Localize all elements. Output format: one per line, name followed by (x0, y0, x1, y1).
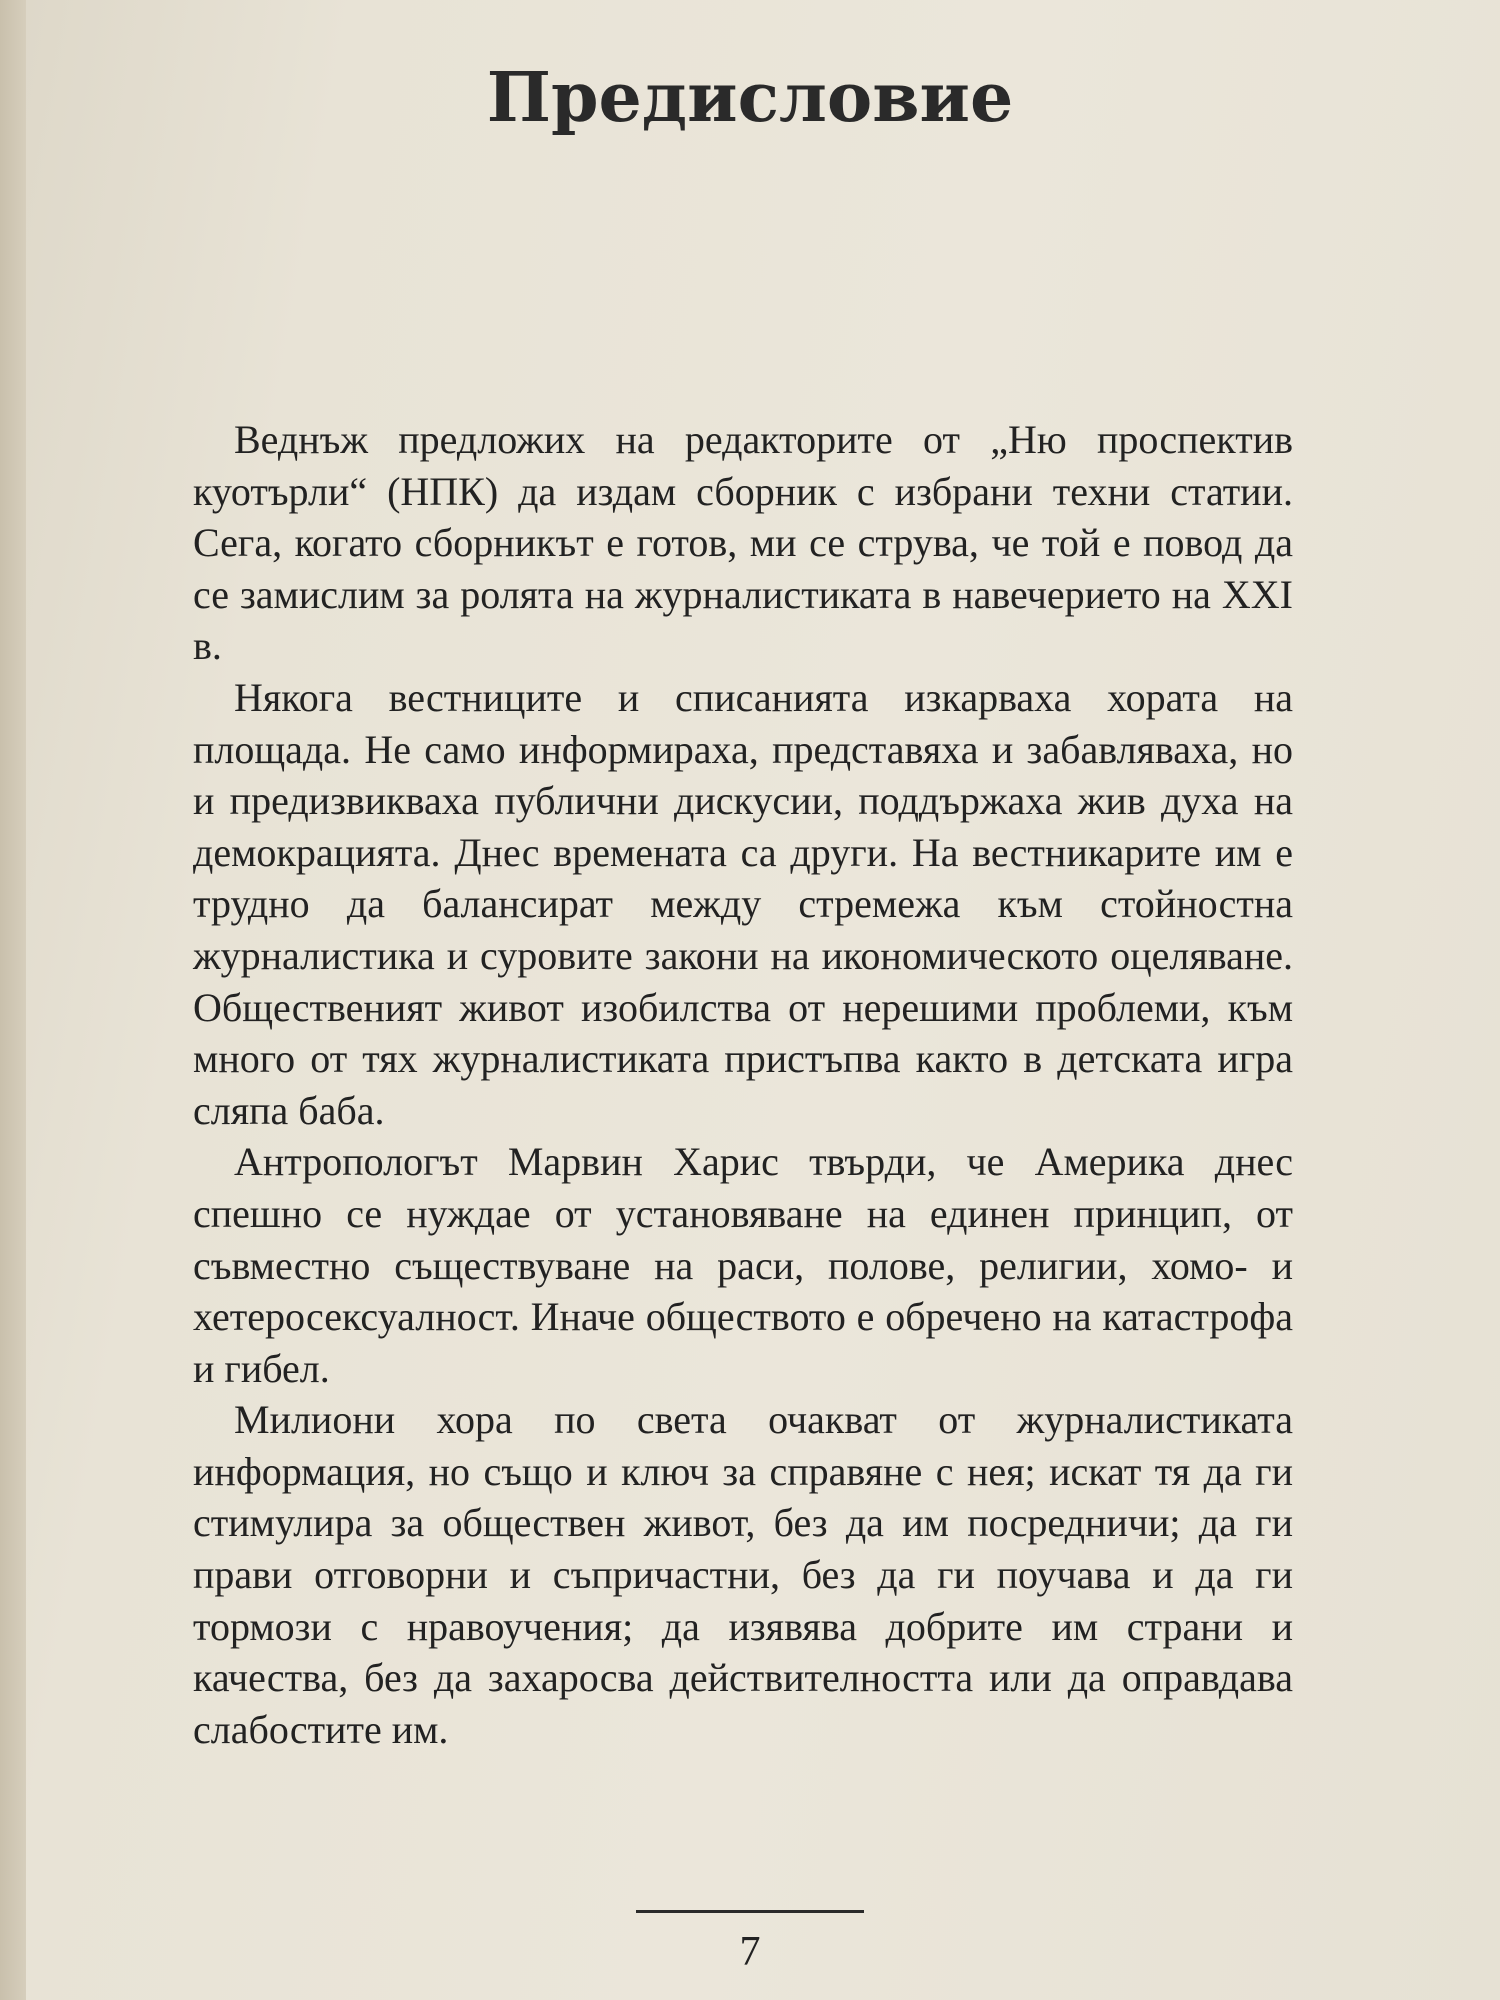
page-number: 7 (739, 1929, 761, 1975)
paragraph-2: Някога вестниците и списанията изкарваха хората на площада. Не само информираха, представяха и забавляваха, но и предизвикваха публични дискусии, поддържаха жив духа на демокрацията. Днес времената са други. На вестникарите им е трудно да балансират между стремежа към стойностна журналистика и суровите закони на икономическото оцеляване. Общественият живот изобилства от нерешими проблеми, към много от тях журналистиката пристъпва както в детската игра сляпа баба. (193, 674, 1293, 1133)
paragraph-3: Антропологът Марвин Харис твърди, че Америка днес спешно се нуждае от установяване на единен принцип, от съвместно съществуване на раси, полове, религии, хомо- и хетеросексуалност. Иначе обществото е обречено на катастрофа и гибел. (193, 1139, 1293, 1391)
paragraph-1: Веднъж предложих на редакторите от „Ню проспектив куотърли“ (НПК) да издам сборник с избрани техни статии. Сега, когато сборникът е готов, ми се струва, че той е повод да се замислим за ролята на журналистиката в навечерието на XXI в. (193, 417, 1293, 669)
paragraph-4: Милиони хора по света очакват от журналистиката информация, но също и ключ за справяне с нея; искат тя да ги стимулира за обществен живот, без да им посредничи; да ги прави отговорни и съпричастни, без да ги поучава и да ги тормози с нравоучения; да изявява добрите им страни и качества, без да захаросва действителността или да оправдава слабостите им. (193, 1397, 1293, 1752)
body-text (193, 414, 1293, 1755)
page-title: Предисловие (486, 58, 1014, 138)
footer-rule (636, 1910, 864, 1913)
book-gutter (0, 0, 27, 2000)
